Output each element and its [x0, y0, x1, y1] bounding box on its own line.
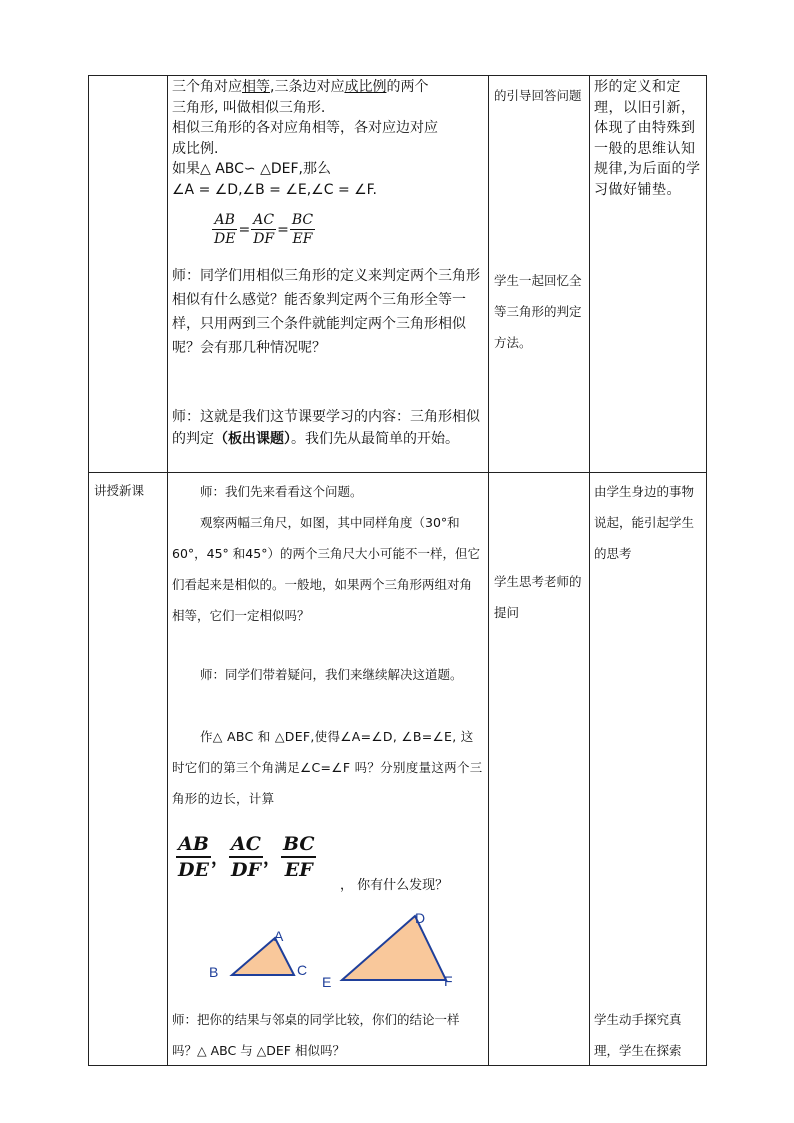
numerator: AB	[176, 832, 211, 858]
numerator: BC	[291, 212, 314, 228]
angle-equalities: ∠A = ∠D,∠B = ∠E,∠C = ∠F.	[172, 181, 377, 198]
denominator: DE	[214, 231, 236, 247]
denominator: EF	[292, 231, 313, 247]
big-fraction-ab-de	[176, 832, 211, 882]
denominator: DF	[253, 231, 275, 247]
column-divider-1	[167, 75, 168, 1066]
property-line-1: 相似三角形的各对应角相等，各对应边对应	[172, 120, 438, 136]
numerator: AC	[229, 832, 263, 858]
vertex-label-b: B	[209, 964, 219, 980]
definition-line-2: 三角形, 叫做相似三角形.	[172, 99, 326, 116]
denominator: EF	[284, 859, 313, 881]
intro-text: 。我们先从最简单的开始。	[291, 430, 459, 447]
teacher-continue: 师：同学们带着疑问，我们来继续解决这道题。	[200, 667, 463, 682]
definition-segment: ,三条边对应	[270, 79, 345, 95]
definition-text	[172, 77, 484, 200]
student-activity-guided: 的引导回答问题	[494, 88, 582, 103]
vertex-label-e: E	[322, 974, 332, 990]
denominator: DE	[178, 859, 209, 881]
ratio-list	[176, 832, 316, 882]
fraction-bc-ef	[290, 211, 315, 248]
design-intent-2: 由学生身边的事物说起，能引起学生的思考	[594, 484, 695, 561]
fraction-ac-df	[251, 211, 276, 248]
column-divider-3	[589, 75, 590, 1066]
big-fraction-bc-ef	[281, 832, 317, 882]
definition-line-1	[172, 77, 484, 98]
table-left-border	[88, 75, 89, 1066]
similarity-statement: 如果△ ABC∽ △DEF,那么	[172, 161, 332, 177]
definition-segment: 三个角对应	[172, 79, 242, 95]
observation-problem: 观察两幅三角尺，如图，其中同样角度（30°和 60°，45° 和45°）的两个三角尺大小可能不一样，但它们看起来是相似的。一般地，如果两个三角形两组对角相等，它们一定相似吗？	[172, 515, 480, 623]
denominator: DF	[230, 859, 261, 881]
equals-sign: =	[238, 221, 251, 238]
similar-triangles-figure	[200, 900, 490, 1000]
vertex-label-c: C	[297, 962, 308, 978]
table-right-border	[706, 75, 707, 1066]
equals-sign: =	[277, 221, 289, 238]
underlined-term-equal: 相等	[242, 79, 270, 95]
vertex-label-d: D	[415, 910, 426, 926]
row-divider	[88, 472, 707, 473]
vertex-label-a: A	[274, 928, 284, 944]
numerator: AC	[251, 211, 276, 230]
teacher-question: 师：同学们用相似三角形的定义来判定两个三角形相似有什么感觉？能否象判定两个三角形全等一样，只用两到三个条件就能判定两个三角形相似呢？会有那几种情况呢？	[172, 268, 480, 356]
property-line-2: 成比例.	[172, 140, 219, 157]
definition-segment: 的两个	[386, 79, 429, 95]
fraction-ab-de	[212, 211, 237, 248]
underlined-term-proportional: 成比例	[344, 79, 387, 95]
section-label: 讲授新课	[94, 483, 145, 498]
design-intent-3: 学生动手探究真理，学生在探索	[594, 1012, 682, 1058]
numerator: AB	[212, 211, 237, 230]
numerator: BC	[281, 832, 317, 858]
separator-comma: ，	[210, 848, 229, 869]
triangle-abc	[232, 938, 294, 975]
big-fraction-ac-df	[229, 832, 263, 882]
construction-task: 作△ ABC 和 △DEF,使得∠A=∠D, ∠B=∠E, 这时它们的第三个角满足∠C=∠F 吗？分别度量这两个三角形的边长，计算	[172, 729, 483, 806]
separator-comma: ，	[262, 848, 281, 869]
intro-bold: （板出课题）	[214, 430, 291, 447]
triangle-def	[342, 916, 446, 980]
teacher-compare: 师：把你的结果与邻桌的同学比较，你们的结论一样吗？△ ABC 与 △DEF 相似吗？	[172, 1012, 460, 1058]
teacher-intro	[172, 407, 484, 450]
ratio-equation	[212, 211, 315, 248]
design-intent-1: 形的定义和定理，以旧引新，体现了由特殊到一般的思维认知规律,为后面的学习做好铺垫。	[594, 79, 701, 198]
table-top-border	[88, 75, 707, 76]
vertex-label-f: F	[444, 973, 453, 989]
student-activity-recall: 学生一起回忆全等三角形的判定方法。	[494, 273, 582, 350]
teacher-opening: 师：我们先来看看这个问题。	[200, 484, 363, 499]
intro-text: 师：这就是我们这节课要学习的内容：三角形相似的判定	[172, 409, 480, 447]
discovery-question: ， 你有什么发现？	[340, 878, 449, 893]
student-thinking: 学生思考老师的提问	[494, 574, 582, 620]
